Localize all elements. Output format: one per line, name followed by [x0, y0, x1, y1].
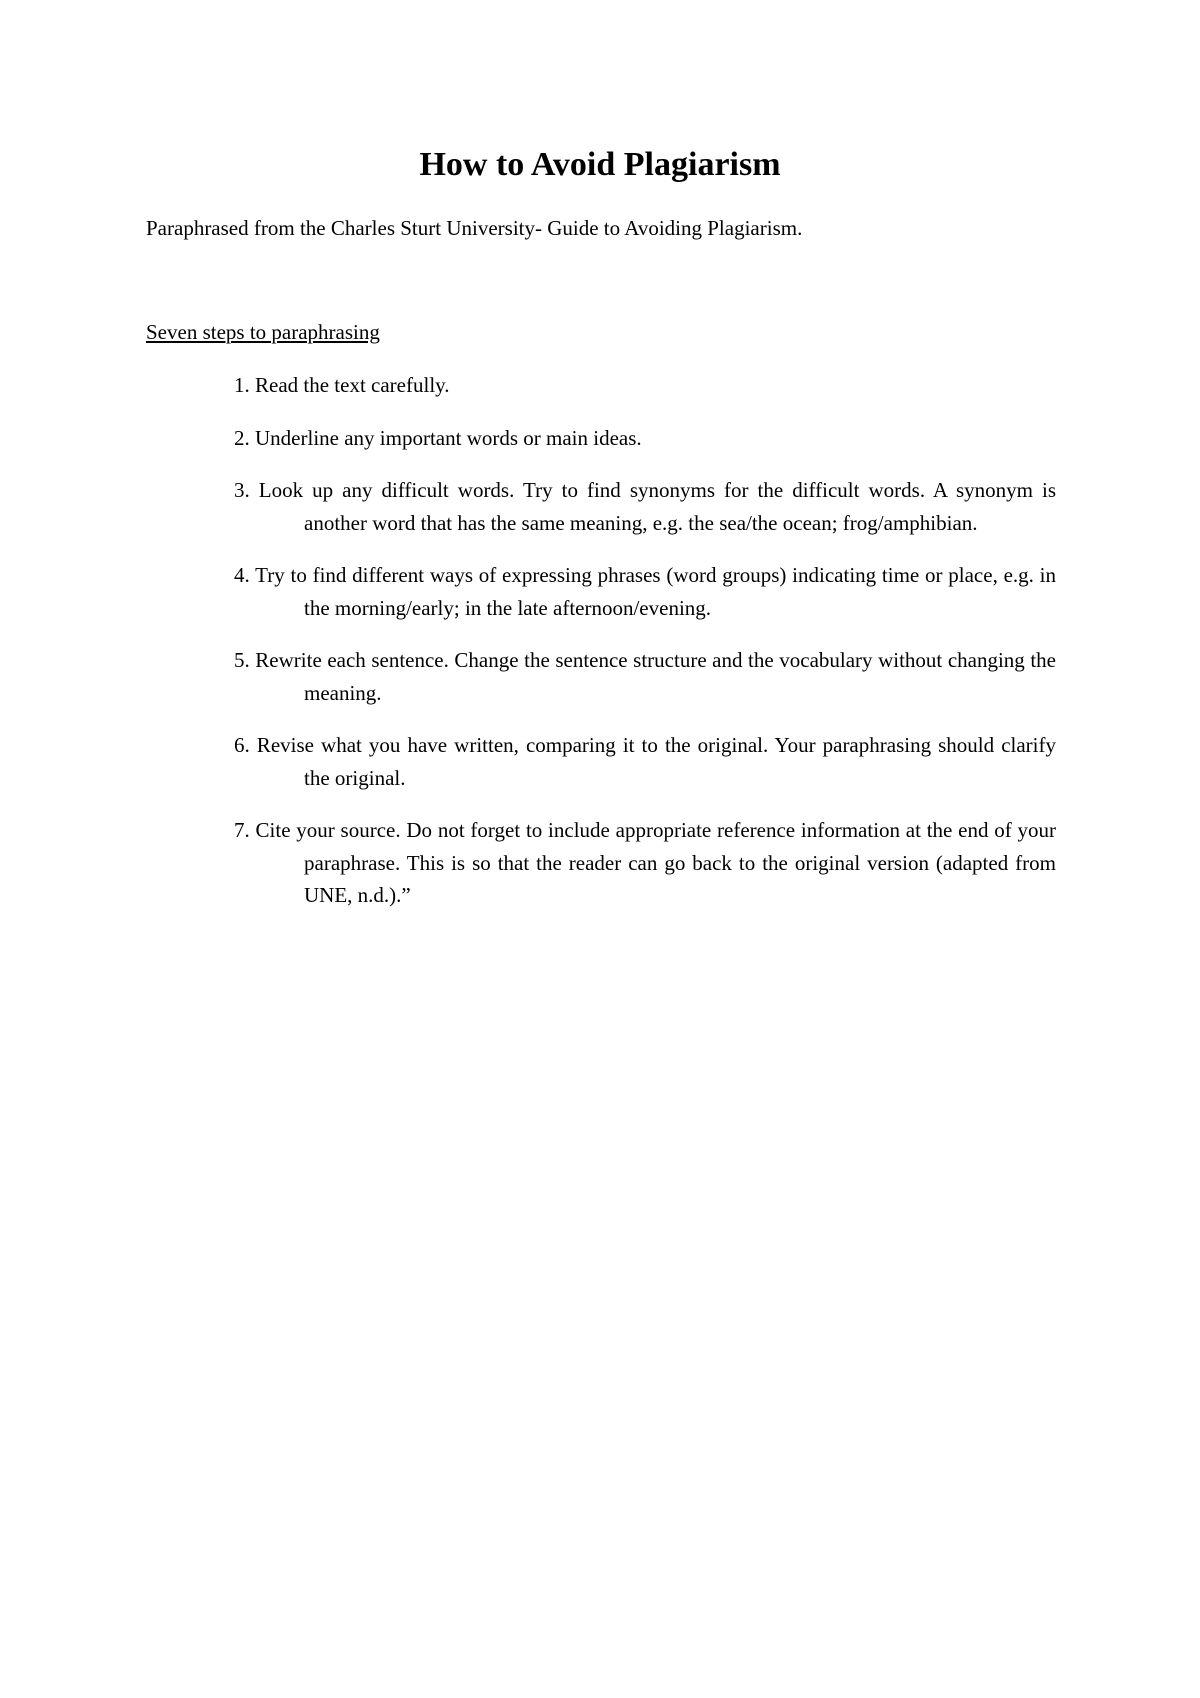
section-heading: Seven steps to paraphrasing — [146, 320, 380, 344]
step-item: 7. Cite your source. Do not forget to include appropriate reference information at the end of your paraphrase. This is so that the reader can go back to the original version (adapted from UNE, n.d.).” — [234, 818, 1056, 907]
source-note: Paraphrased from the Charles Sturt University- Guide to Avoiding Plagiarism. — [146, 216, 803, 240]
step-item: 1. Read the text carefully. — [234, 373, 450, 397]
step-item: 2. Underline any important words or main ideas. — [234, 425, 642, 450]
step-item: 6. Revise what you have written, comparing it to the original. Your paraphrasing should clarify the original. — [234, 733, 1056, 790]
step-item: 3. Look up any difficult words. Try to find synonyms for the difficult words. A synonym is another word that has the same meaning, e.g. the sea/the ocean; frog/amphibian. — [234, 478, 1056, 535]
page-title: How to Avoid Plagiarism — [419, 146, 781, 183]
steps-list — [234, 369, 1056, 932]
step-item: 5. Rewrite each sentence. Change the sentence structure and the vocabulary without changing the meaning. — [234, 648, 1056, 705]
step-item: 4. Try to find different ways of expressing phrases (word groups) indicating time or place, e.g. in the morning/early; in the late afternoon/evening. — [234, 563, 1056, 620]
